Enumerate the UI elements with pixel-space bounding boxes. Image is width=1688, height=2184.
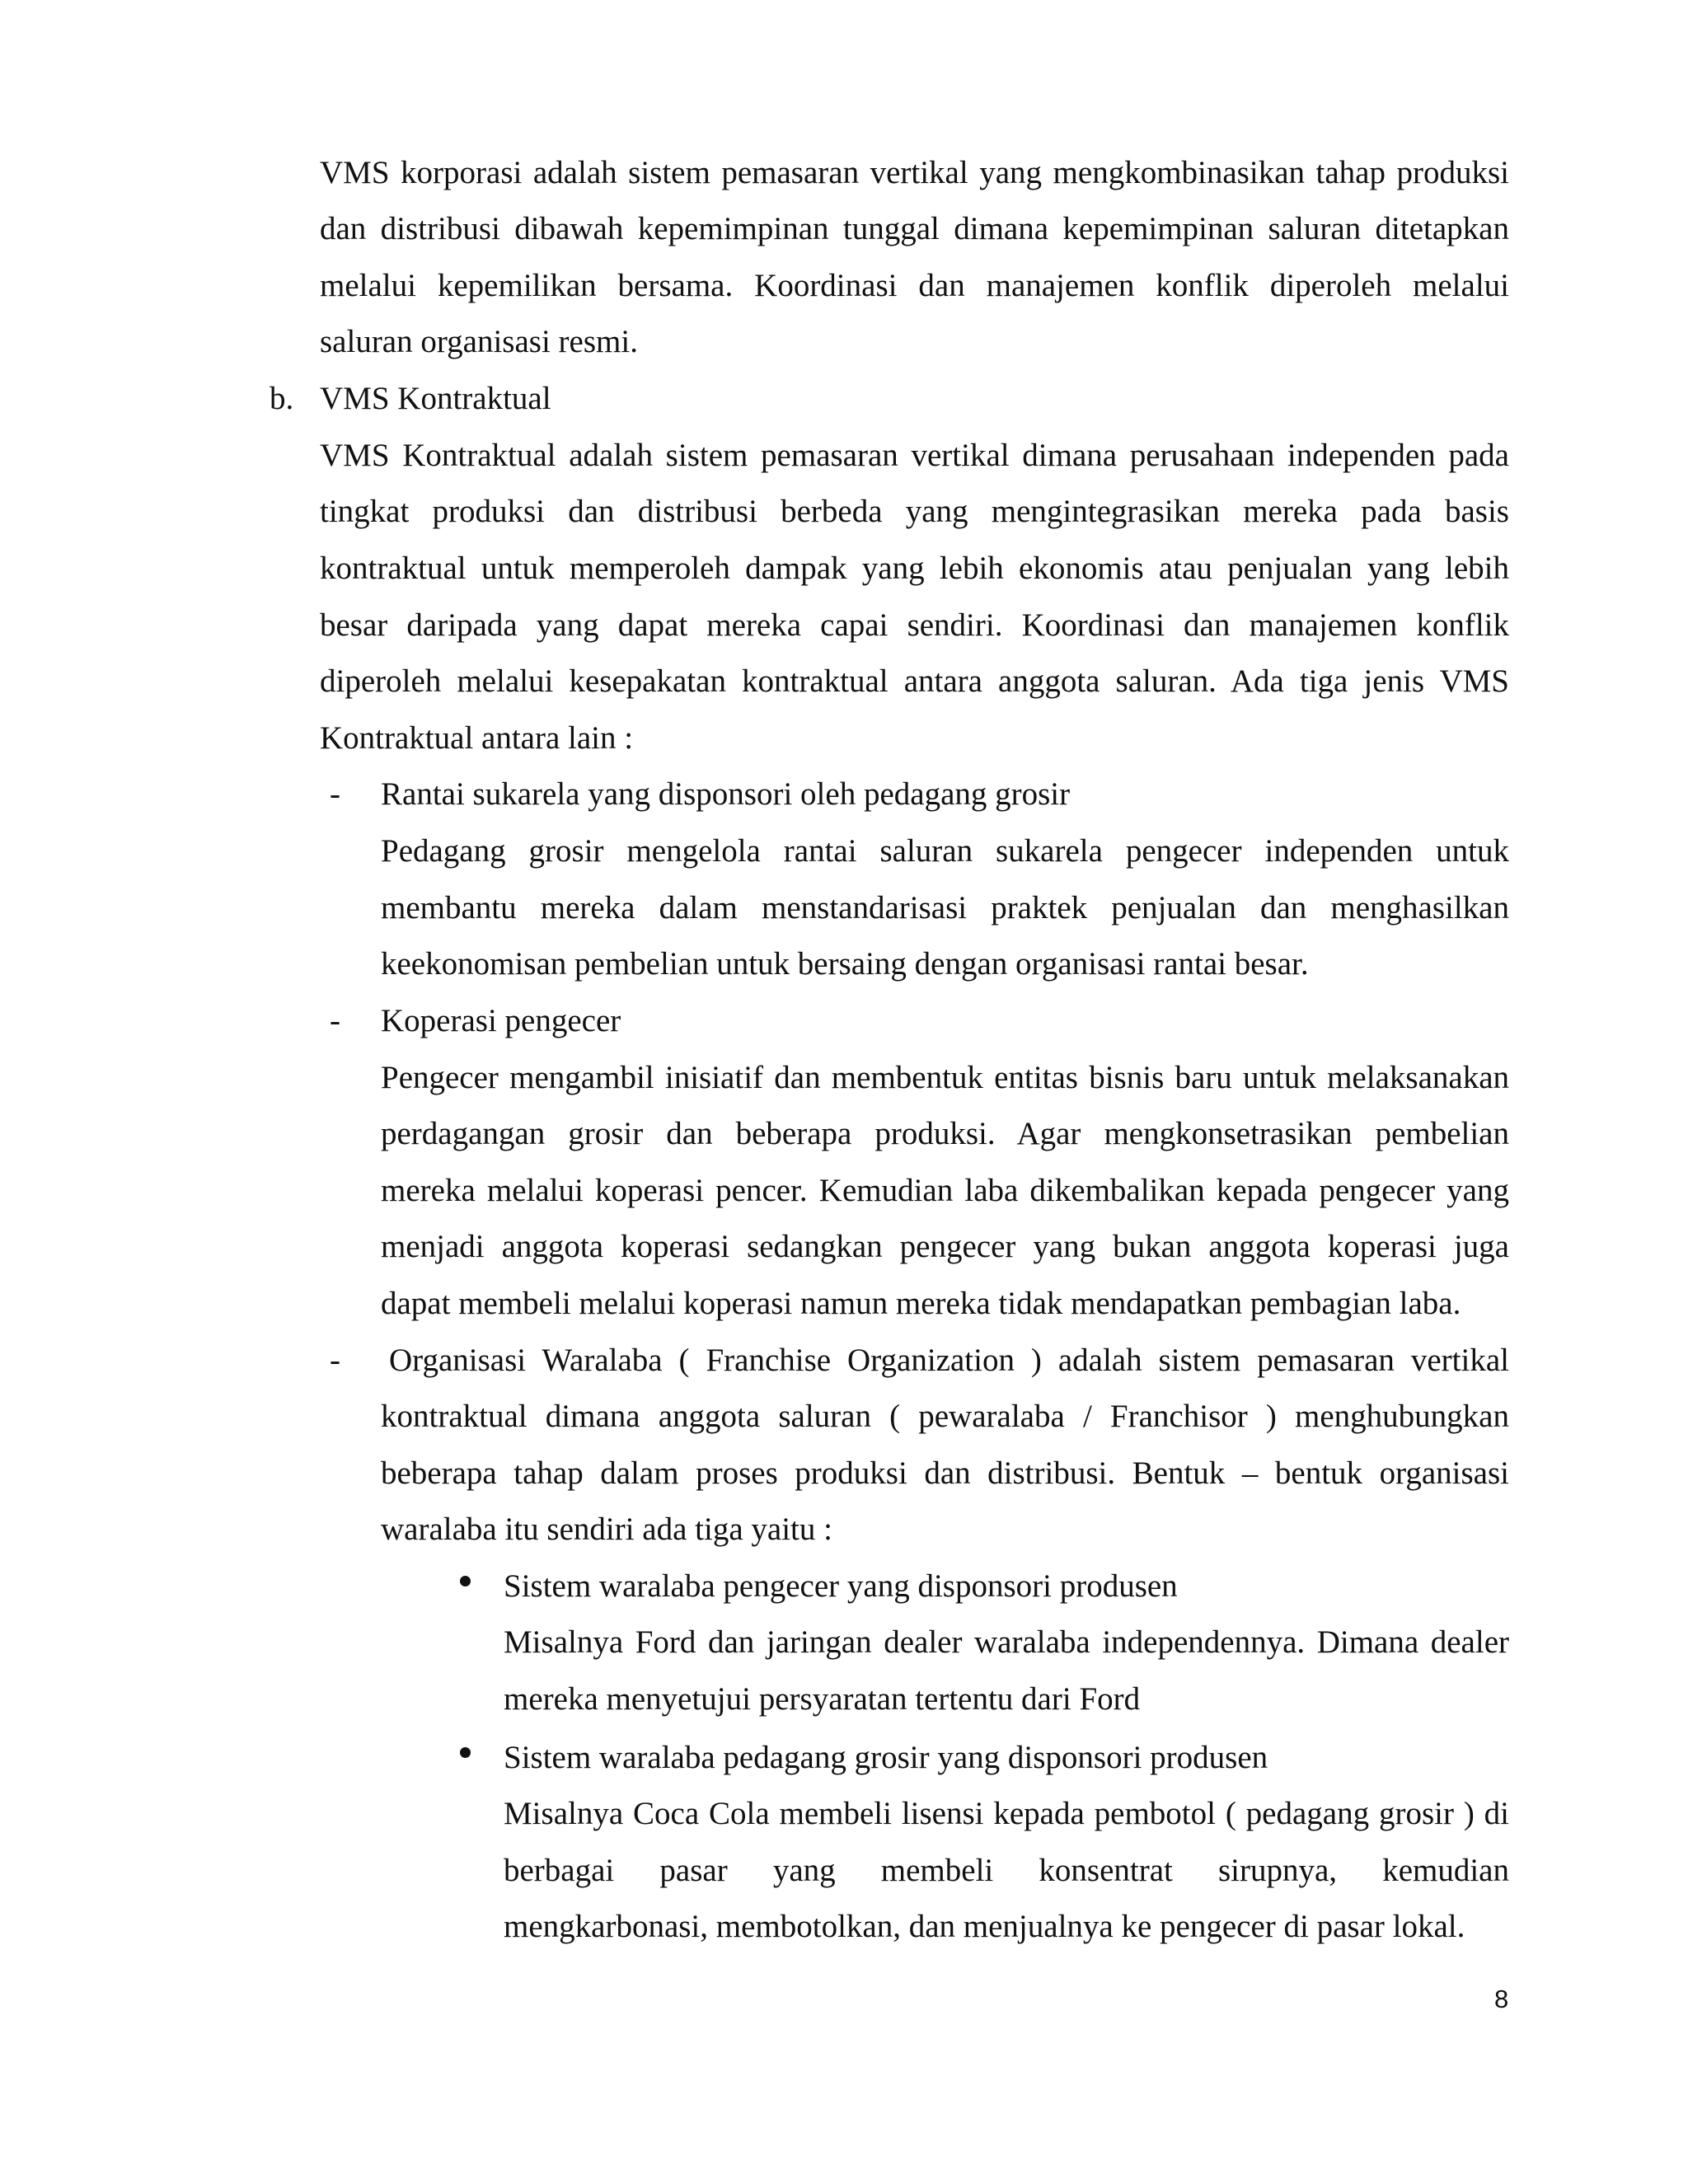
text-line: melalui kepemilikan bersama. Koordinasi dan manajemen konflik diperoleh melalui [320,268,1509,303]
item-heading: Sistem waralaba pedagang grosir yang disponsori produsen [504,1740,1268,1775]
text-line: kontraktual dimana anggota saluran ( pewaralaba / Franchisor ) menghubungkan [381,1399,1509,1434]
section-heading: VMS Kontraktual [320,381,551,416]
text-line: menjadi anggota koperasi sedangkan pengecer yang bukan anggota koperasi juga [381,1229,1509,1264]
dash-marker: - [330,1003,340,1038]
text-line: besar daripada yang dapat mereka capai sendiri. Koordinasi dan manajemen konflik [320,607,1509,643]
text-line: kontraktual untuk memperoleh dampak yang lebih ekonomis atau penjualan yang lebih [320,551,1509,586]
text-line: dapat membeli melalui koperasi namun mereka tidak mendapatkan pembagian laba. [381,1286,1461,1321]
text-line: mereka melalui koperasi pencer. Kemudian laba dikembalikan kepada pengecer yang [381,1173,1509,1208]
page-number: 8 [1494,1985,1509,2013]
item-heading: Sistem waralaba pengecer yang disponsori produsen [504,1568,1178,1604]
text-line: Misalnya Coca Cola membeli lisensi kepada pembotol ( pedagang grosir ) di [504,1796,1509,1831]
item-heading: Rantai sukarela yang disponsori oleh pedagang grosir [381,776,1071,812]
bullet-icon [460,1576,471,1586]
text-line: Pengecer mengambil inisiatif dan membentuk entitas bisnis baru untuk melaksanakan [381,1060,1509,1095]
text-line: perdagangan grosir dan beberapa produksi. Agar mengkonsetrasikan pembelian [381,1116,1509,1151]
text-line: Kontraktual antara lain : [320,720,634,756]
text-line: waralaba itu sendiri ada tiga yaitu : [381,1511,832,1547]
text-line: Misalnya Ford dan jaringan dealer waralaba independennya. Dimana dealer [504,1624,1509,1660]
text-line: mereka menyetujui persyaratan tertentu dari Ford [504,1681,1141,1717]
text-line: membantu mereka dalam menstandarisasi praktek penjualan dan menghasilkan [381,890,1509,926]
text-line: VMS korporasi adalah sistem pemasaran vertikal yang mengkombinasikan tahap produksi [320,155,1509,190]
text-line: saluran organisasi resmi. [320,324,638,359]
dash-marker: - [330,1343,340,1378]
text-line: dan distribusi dibawah kepemimpinan tunggal dimana kepemimpinan saluran ditetapkan [320,211,1509,246]
text-line: Organisasi Waralaba ( Franchise Organization ) adalah sistem pemasaran vertikal [389,1343,1509,1378]
text-line: berbagai pasar yang membeli konsentrat sirupnya, kemudian [504,1853,1509,1888]
dash-marker: - [330,776,340,812]
list-marker-b: b. [270,381,294,416]
text-line: tingkat produksi dan distribusi berbeda yang mengintegrasikan mereka pada basis [320,494,1509,529]
text-line: mengkarbonasi, membotolkan, dan menjualnya ke pengecer di pasar lokal. [504,1909,1465,1944]
text-line: keekonomisan pembelian untuk bersaing dengan organisasi rantai besar. [381,946,1309,982]
text-line: Pedagang grosir mengelola rantai saluran sukarela pengecer independen untuk [381,833,1509,869]
text-line: VMS Kontraktual adalah sistem pemasaran vertikal dimana perusahaan independen pada [320,438,1509,473]
text-line: beberapa tahap dalam proses produksi dan distribusi. Bentuk – bentuk organisasi [381,1455,1509,1491]
item-heading: Koperasi pengecer [381,1003,621,1038]
bullet-icon [460,1747,471,1758]
text-line: diperoleh melalui kesepakatan kontraktual antara anggota saluran. Ada tiga jenis VMS [320,663,1509,699]
